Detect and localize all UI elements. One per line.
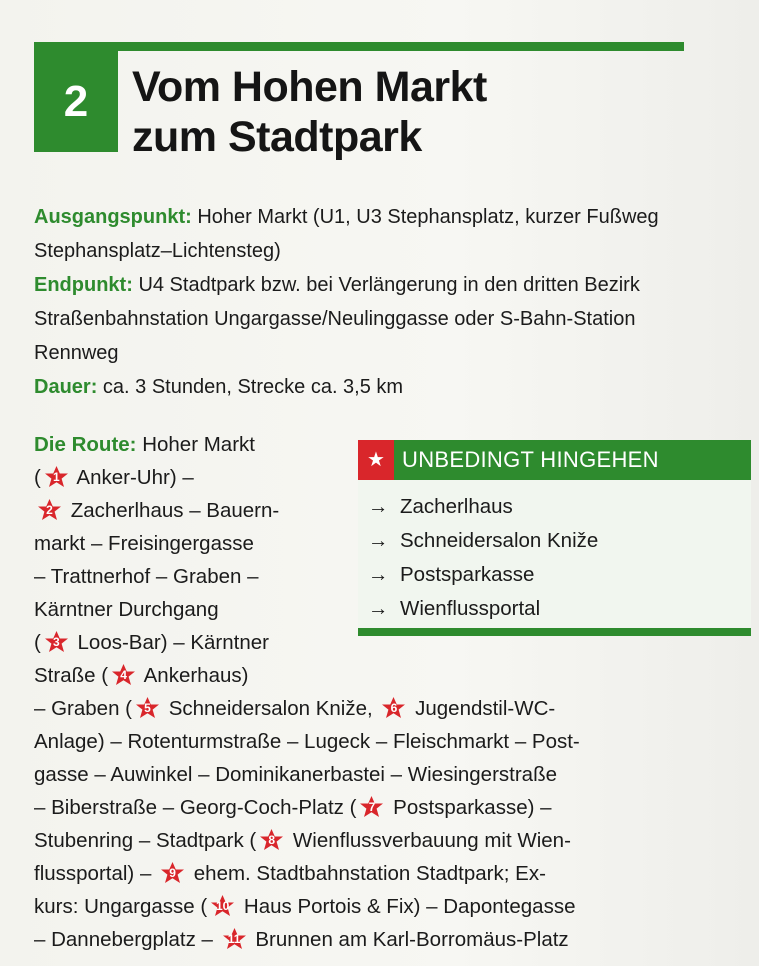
arrow-right-icon: → (368, 597, 389, 620)
stop-2-icon: 2 (36, 498, 63, 522)
star-icon: ★ (358, 440, 394, 480)
stop-1-icon: 1 (43, 465, 70, 489)
stop-3-icon: 3 (43, 630, 70, 654)
list-item: → Zacherlhaus (368, 490, 598, 524)
must-see-footer-rule (358, 628, 751, 636)
route-line-6: Kärntner Durchgang (34, 598, 219, 621)
list-item: → Postsparkasse (368, 558, 598, 592)
must-see-box (358, 440, 751, 636)
route-line-14: flussportal) – 9 ehem. Stadtbahnstation Stadtpark; Ex- (34, 862, 546, 885)
route-line-2: ( 1 Anker-Uhr) – (34, 466, 194, 489)
arrow-right-icon: → (368, 529, 389, 552)
list-item: → Wienflussportal (368, 592, 598, 626)
stop-5-icon: 5 (134, 696, 161, 720)
route-label: Die Route: (34, 433, 137, 456)
duration-text: ca. 3 Stunden, Strecke ca. 3,5 km (102, 376, 404, 398)
route-line-15: kurs: Ungargasse ( 10 Haus Portois & Fix) – Dapontegasse (34, 895, 576, 918)
stop-6-icon: 6 (380, 696, 407, 720)
start-label: Ausgangspunkt: (34, 206, 192, 228)
route-line-16: – Dannebergplatz – 11 Brunnen am Karl-Borromäus-Platz (34, 928, 569, 951)
route-line-10: Anlage) – Rotenturmstraße – Lugeck – Fleischmarkt – Post- (34, 730, 580, 753)
route-line-8: Straße ( 4 Ankerhaus) (34, 664, 249, 687)
route-line-12: – Biberstraße – Georg-Coch-Platz ( 7 Postsparkasse) – (34, 796, 552, 819)
stop-8-icon: 8 (258, 828, 285, 852)
stop-4-icon: 4 (110, 663, 137, 687)
end-text: U4 Stadtpark bzw. bei Verlängerung in den dritten Bezirk Straßenbahnstation Ungargasse/Neulinggasse oder S-Bahn-Station Rennweg (34, 274, 640, 364)
route-line-3: 2 Zacherlhaus – Bauern- (34, 494, 684, 527)
end-label: Endpunkt: (34, 274, 133, 296)
duration-label: Dauer: (34, 376, 98, 398)
must-see-list (368, 490, 598, 626)
stop-9-icon: 9 (159, 861, 186, 885)
stop-7-icon: 7 (358, 795, 385, 819)
must-see-title: UNBEDINGT HINGEHEN (402, 447, 659, 472)
route-line-4: markt – Freisingergasse (34, 532, 254, 555)
title-line-1: Vom Hohen Markt (132, 63, 487, 111)
route-line-5: – Trattnerhof – Graben – (34, 565, 259, 588)
route-line-1: Die Route: Hoher Markt (34, 433, 255, 456)
must-see-header (358, 440, 751, 480)
route-line-7: ( 3 Loos-Bar) – Kärntner (34, 631, 269, 654)
arrow-right-icon: → (368, 495, 389, 518)
stop-11-icon: 11 (221, 927, 248, 951)
arrow-right-icon: → (368, 563, 389, 586)
chapter-number: 2 (34, 51, 118, 152)
start-text: Hoher Markt (U1, U3 Stephansplatz, kurzer Fußweg Stephansplatz–Lichtensteg) (34, 206, 659, 262)
tour-info (34, 200, 674, 404)
route-line-13: Stubenring – Stadtpark ( 8 Wienflussverbauung mit Wien- (34, 829, 571, 852)
list-item: → Schneidersalon Kniže (368, 524, 598, 558)
stop-10-icon: 10 (209, 894, 236, 918)
route-line-9: – Graben ( 5 Schneidersalon Kniže, 6 Jugendstil-WC- (34, 697, 556, 720)
title-line-2: zum Stadtpark (132, 113, 422, 161)
route-line-11: gasse – Auwinkel – Dominikanerbastei – Wiesingerstraße (34, 763, 558, 786)
header-rule (34, 42, 684, 51)
chapter-title (132, 62, 487, 162)
